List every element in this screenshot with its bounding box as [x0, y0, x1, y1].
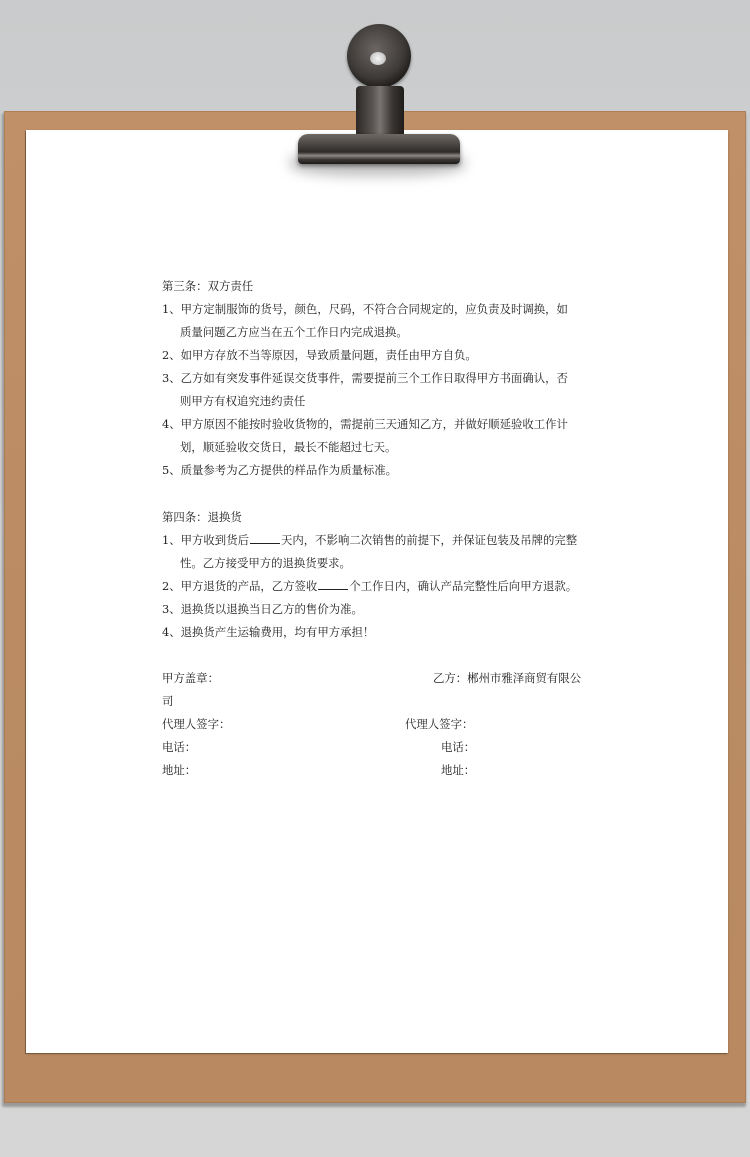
party-a-phone-label: 电话：	[162, 740, 197, 754]
article3-item1-line1: 1、甲方定制服饰的货号，颜色，尺码，不符合合同规定的，应负责及时调换，如	[162, 302, 568, 316]
party-b-phone-label: 电话：	[441, 740, 476, 754]
article4-item4: 4、退换货产生运输费用，均有甲方承担！	[162, 625, 375, 639]
days-blank-field[interactable]	[250, 533, 280, 544]
article4-heading: 第四条：退换货	[162, 510, 242, 524]
party-b-name-wrap: 司	[162, 694, 174, 708]
clip-hole	[370, 52, 386, 65]
party-b-address-label: 地址：	[441, 763, 476, 777]
article4-item1-line2: 性。乙方接受甲方的退换货要求。	[180, 556, 351, 570]
party-b-name: 乙方：郴州市雅泽商贸有限公	[433, 671, 582, 685]
article3-item4-line2: 划，顺延验收交货日，最长不能超过七天。	[180, 440, 397, 454]
article4-item2-text-a: 2、甲方退货的产品，乙方签收	[162, 579, 318, 593]
party-a-agent-label: 代理人签字：	[162, 717, 231, 731]
workdays-blank-field[interactable]	[318, 579, 348, 590]
article3-item3-line1: 3、乙方如有突发事件延误交货事件，需要提前三个工作日取得甲方书面确认，否	[162, 371, 568, 385]
clip-neck	[356, 86, 404, 138]
article3-item1-line2: 质量问题乙方应当在五个工作日内完成退换。	[180, 325, 408, 339]
article3-item4-line1: 4、甲方原因不能按时验收货物的，需提前三天通知乙方，并做好顺延验收工作计	[162, 417, 568, 431]
article4-item2	[162, 579, 577, 593]
article3-item2: 2、如甲方存放不当等原因，导致质量问题，责任由甲方自负。	[162, 348, 477, 362]
article3-item5: 5、质量参考为乙方提供的样品作为质量标准。	[162, 463, 398, 477]
article4-item1-text-a: 1、甲方收到货后	[162, 533, 249, 547]
article4-item3: 3、退换货以退换当日乙方的售价为准。	[162, 602, 363, 616]
article4-item1-line1	[162, 533, 577, 547]
party-b-agent-label: 代理人签字：	[405, 717, 474, 731]
article4-item2-text-b: 个工作日内，确认产品完整性后向甲方退款。	[349, 579, 578, 593]
clip-plate	[298, 134, 460, 164]
article3-heading: 第三条：双方责任	[162, 279, 254, 293]
party-a-address-label: 地址：	[162, 763, 197, 777]
party-a-seal-label: 甲方盖章：	[162, 671, 219, 685]
article4-item1-text-b: 天内，不影响二次销售的前提下，并保证包装及吊牌的完整	[280, 533, 578, 547]
article3-item3-line2: 则甲方有权追究违约责任	[180, 394, 306, 408]
